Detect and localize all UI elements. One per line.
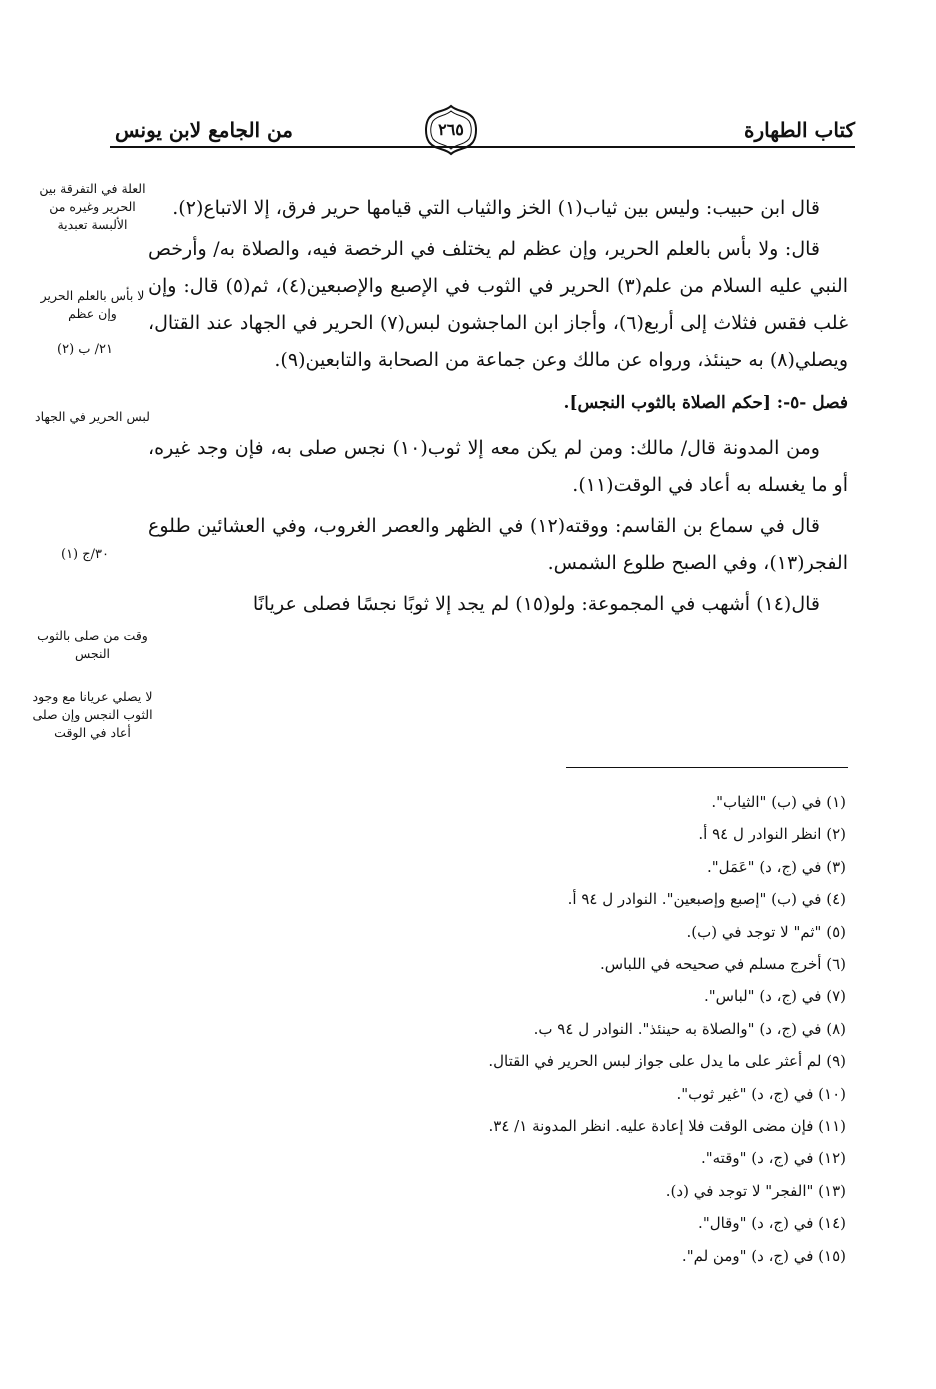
footnote: (٤) في (ب) "إصبع وإصبعين". النوادر ل ٩٤ أ. — [567, 890, 846, 909]
page-header — [110, 112, 855, 148]
margin-note: لبس الحرير في الجهاد — [35, 409, 150, 424]
footnote: (١٠) في (ج، د) "غير ثوب". — [676, 1084, 846, 1103]
footnote: (١٣) "الفجر" لا توجد في (د). — [665, 1181, 846, 1200]
footnote: (١) في (ب) "الثياب". — [711, 793, 846, 811]
footnote: (٧) في (ج، د) "لباس". — [704, 987, 846, 1006]
footnote: (٨) في (ج، د) "والصلاة به حينئذ". النوادر ل ٩٤ ب. — [533, 1019, 846, 1038]
source-title: من الجامع لابن يونس — [115, 118, 293, 142]
footnote-rule — [566, 767, 848, 768]
paragraph: قال: ولا بأس بالعلم الحرير، وإن عظم لم يختلف في الرخصة فيه، والصلاة به/ وأرخص النبي عليه السلام من علم(٣) الحرير في الثوب في الإصبع والإصبعين(٤)، ثم(٥) قال: وإن غلب فقس فثلاث إلى أربع(٦)، وأجاز ابن الماجشون لبس(٧) الحرير في الجهاد عند القتال، ويصلي(٨) به حينئذ، ورواه عن مالك وعن جماعة من الصحابة والتابعين(٩). — [148, 238, 848, 371]
margin-folio-ref: ٣٠/ج (١) — [60, 547, 109, 562]
margin-note: وقت من صلى بالثوب النجس — [37, 628, 148, 661]
page-number-ornament — [423, 104, 479, 156]
footnote: (١٤) في (ج، د) "وقال". — [698, 1214, 846, 1233]
page-number: ٢٦٥ — [438, 120, 464, 139]
paragraph: قال في سماع بن القاسم: ووقته(١٢) في الظهر والعصر الغروب، وفي العشائين طلوع الفجر(١٣)، وفي الصبح طلوع الشمس. — [148, 515, 848, 574]
footnote: (٣) في (ج، د) "عَمَل". — [707, 857, 846, 876]
margin-note: لا بأس بالعلم الحرير وإن عظم — [40, 288, 145, 321]
section-heading: فصل -٥-: [حكم الصلاة بالثوب النجس]. — [563, 393, 848, 413]
footnote: (١١) فإن مضى الوقت فلا إعادة عليه. انظر المدونة ١/ ٣٤. — [488, 1117, 846, 1136]
paragraph: قال(١٤) أشهب في المجموعة: ولو(١٥) لم يجد إلا ثوبًا نجسًا فصلى عريانًا — [252, 593, 820, 615]
footnote: (٢) انظر النوادر ل ٩٤ أ. — [698, 825, 846, 844]
footnote: (١٥) في (ج، د) "ومن لم". — [681, 1246, 846, 1265]
book-title: كتاب الطهارة — [744, 118, 855, 142]
footnote: (١٢) في (ج، د) "وقته". — [700, 1149, 846, 1168]
margin-note: العلة في التفرقة بين الحرير وغيره من الألبسة تعبدية — [39, 181, 146, 232]
footnotes — [146, 786, 846, 1272]
footnote: (٩) لم أعثر على ما يدل على جواز لبس الحرير في القتال. — [488, 1052, 846, 1071]
footnote: (٥) "ثم" لا توجد في (ب). — [686, 922, 846, 941]
footnote: (٦) أخرج مسلم في صحيحه في اللباس. — [599, 955, 846, 974]
margin-note: لا يصلي عريانا مع وجود الثوب النجس وإن صلى أعاد في الوقت — [32, 689, 153, 740]
main-text — [148, 190, 848, 627]
paragraph: ومن المدونة قال/ مالك: ومن لم يكن معه إلا ثوب(١٠) نجس صلى به، فإن وجد غيره، أو ما يغسله به أعاد في الوقت(١١). — [148, 437, 848, 496]
header-rule — [110, 146, 855, 148]
paragraph: قال ابن حبيب: وليس بين ثياب(١) الخز والثياب التي قيامها حرير فرق، إلا الاتباع(٢). — [172, 197, 820, 219]
margin-folio-ref: ٢١/ ب (٢) — [57, 342, 113, 357]
